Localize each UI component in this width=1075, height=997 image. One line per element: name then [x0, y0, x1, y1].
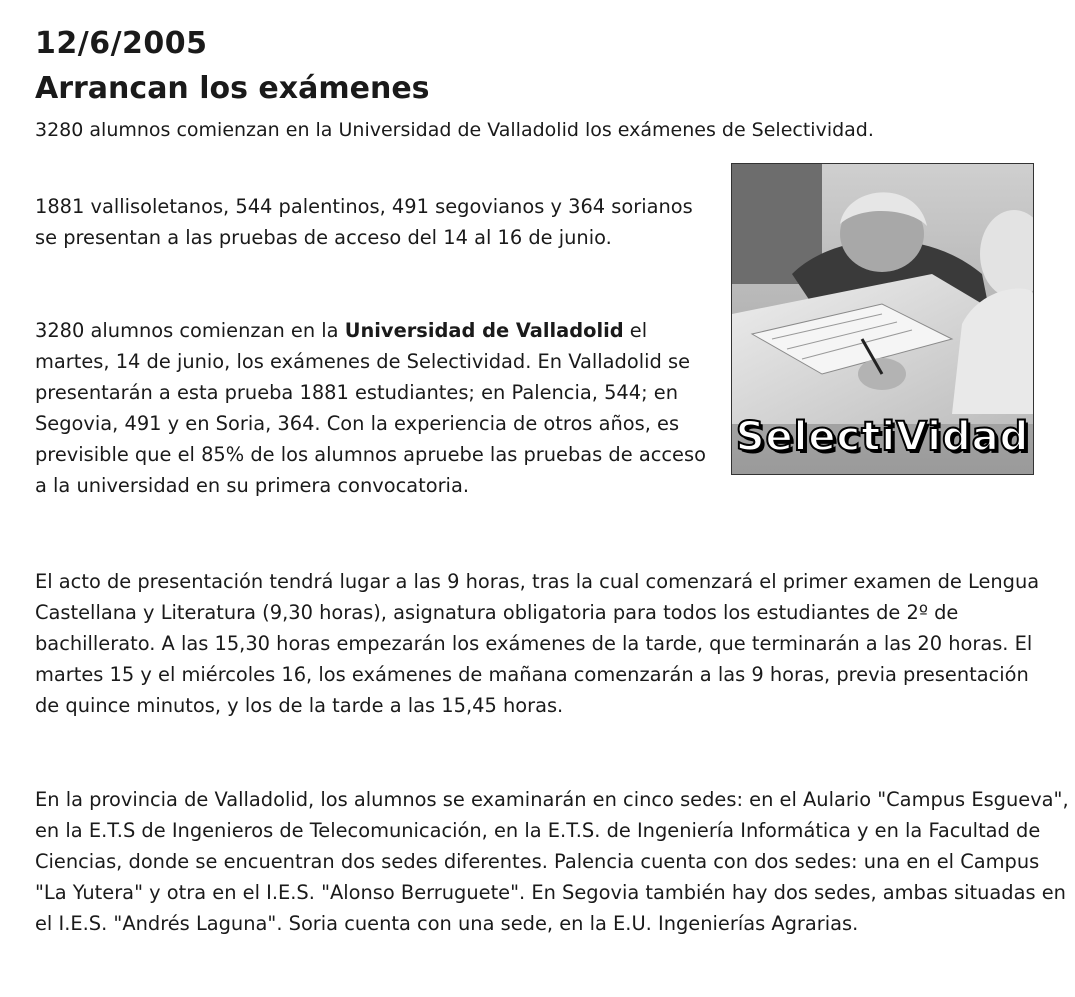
paragraph-2-text-end: el martes, 14 de junio, los exámenes de Selectividad. En Valladolid se presentarán a esta prueba 1881 estudiantes; en Palencia, 544; en Segovia, 491 y en Soria, 364. Con la experiencia de otros años, es previsible que el 85% de los alumnos apruebe las pruebas de acceso a la universidad en su primera convocatoria. [35, 319, 706, 497]
article-subheadline: 3280 alumnos comienzan en la Universidad de Valladolid los exámenes de Selectividad. [35, 119, 874, 141]
paragraph-2-text-start: 3280 alumnos comienzan en la [35, 319, 345, 342]
selectividad-photo [731, 163, 1034, 475]
article-paragraph-3: El acto de presentación tendrá lugar a las 9 horas, tras la cual comenzará el primer examen de Lengua Castellana y Literatura (9,30 horas), asignatura obligatoria para todos los estudiantes de 2º de bachillerato. A las 15,30 horas empezarán los exámenes de la tarde, que terminarán a las 20 horas. El martes 15 y el miércoles 16, los exámenes de mañana comenzarán a las 9 horas, previa presentación de quince minutos, y los de la tarde a las 15,45 horas. [35, 570, 1040, 717]
selectividad-caption: SelectiVidad [735, 414, 1030, 460]
article-paragraph-2 [35, 315, 715, 501]
article-date: 12/6/2005 [35, 26, 208, 61]
article-paragraph-4: En la provincia de Valladolid, los alumnos se examinarán en cinco sedes: en el Aulario "Campus Esgueva", en la E.T.S de Ingenieros de Telecomunicación, en la E.T.S. de Ingeniería Informática y en la Facultad de Ciencias, donde se encuentran dos sedes diferentes. Palencia cuenta con dos sedes: una en el Campus "La Yutera" y otra en el I.E.S. "Alonso Berruguete". En Segovia también hay dos sedes, ambas situadas en el I.E.S. "Andrés Laguna". Soria cuenta con una sede, en la E.U. Ingenierías Agrarias. [35, 788, 1069, 935]
university-name: Universidad de Valladolid [344, 319, 624, 342]
article-headline: Arrancan los exámenes [35, 71, 430, 106]
article-paragraph-1: 1881 vallisoletanos, 544 palentinos, 491 segovianos y 364 sorianos se presentan a las pruebas de acceso del 14 al 16 de junio. [35, 195, 693, 249]
